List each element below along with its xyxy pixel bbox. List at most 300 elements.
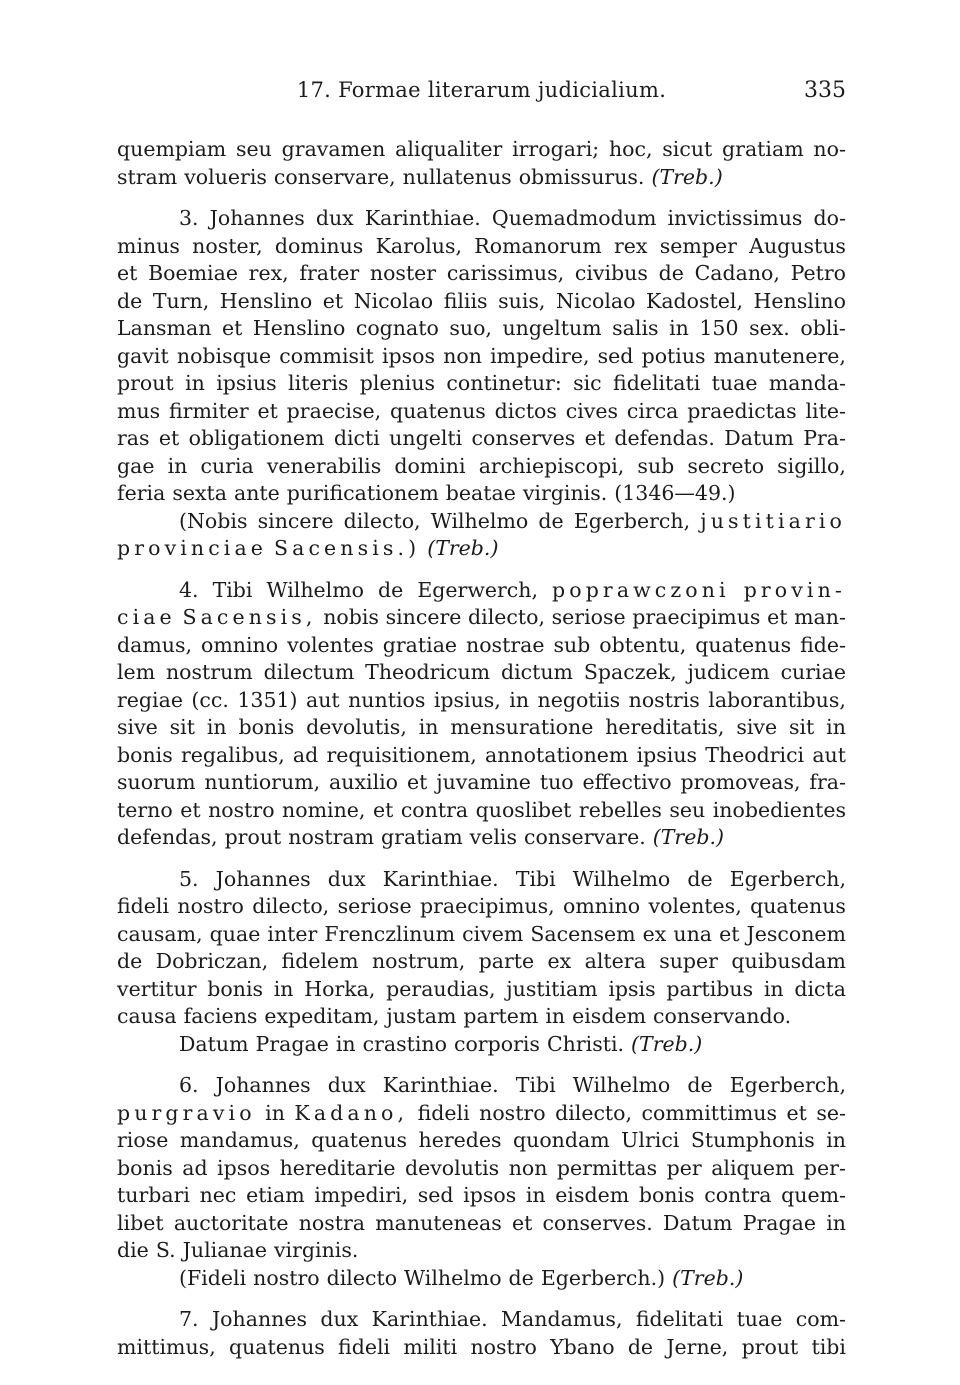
word: in xyxy=(509,687,530,712)
word: seu xyxy=(236,137,272,161)
word: filiis xyxy=(443,288,488,313)
word: continetur: xyxy=(446,371,562,395)
word: ad xyxy=(182,1155,208,1180)
paragraph xyxy=(117,205,846,563)
word: hoc, xyxy=(608,137,653,161)
word: per- xyxy=(803,1155,846,1180)
word: quempiam xyxy=(117,137,227,161)
word: Sacensis.) xyxy=(274,536,421,560)
running-title: 17. Formae literarum judicialium. xyxy=(296,78,667,102)
word: commisit xyxy=(279,343,374,368)
word: una xyxy=(673,921,713,946)
paragraph-gap xyxy=(117,563,846,577)
word: sigillo, xyxy=(777,453,846,478)
word: in xyxy=(826,715,846,739)
word: Turn, xyxy=(152,288,210,313)
word: ipsis xyxy=(608,976,656,1001)
text-line xyxy=(117,425,846,453)
word: archiepiscopi, xyxy=(478,453,625,478)
word: obligationem xyxy=(188,426,325,450)
word: sit xyxy=(788,715,815,739)
word: feria xyxy=(117,481,166,505)
word: bonis xyxy=(238,715,295,739)
word: do- xyxy=(813,206,846,230)
word: Pragae xyxy=(742,1210,816,1235)
document-body xyxy=(117,136,846,1361)
text-line xyxy=(117,1182,846,1210)
word: Christi. xyxy=(546,1031,625,1056)
word: contra xyxy=(704,1183,772,1207)
word: 5. xyxy=(179,866,199,891)
word: fide- xyxy=(800,632,846,657)
word: bonis xyxy=(207,976,264,1001)
word: (Treb.) xyxy=(631,1031,703,1056)
word: requisitionem, xyxy=(326,742,477,767)
text-line xyxy=(117,769,846,797)
word: (Treb.) xyxy=(651,164,723,189)
word: tuo xyxy=(539,770,574,794)
word: hereditarie xyxy=(279,1155,396,1180)
word: in xyxy=(525,1183,546,1207)
word: sive xyxy=(117,715,158,739)
word: et xyxy=(180,797,201,822)
paragraph xyxy=(117,1306,846,1361)
word: in xyxy=(265,1100,285,1125)
word: purificationem xyxy=(286,481,439,505)
word: tuae xyxy=(711,371,758,395)
text-line xyxy=(117,136,846,164)
word: Boemiae xyxy=(148,261,238,285)
word: de xyxy=(117,288,143,313)
word: in xyxy=(545,1004,566,1028)
word: Henslino xyxy=(753,288,846,313)
word: stram xyxy=(117,164,178,189)
word: corporis xyxy=(453,1031,540,1056)
word: sic xyxy=(573,371,602,395)
word: sub xyxy=(553,632,591,657)
word: fidelitati xyxy=(613,371,701,395)
word: Karinthiae. xyxy=(371,1307,488,1331)
word: quae xyxy=(209,921,261,946)
word: dilecto, xyxy=(555,1100,633,1125)
word: et xyxy=(406,770,428,794)
word: de xyxy=(687,1073,713,1097)
word: Johannes xyxy=(215,1073,311,1097)
word: virginis. xyxy=(273,1238,359,1262)
word: Johannes xyxy=(211,1307,307,1331)
word: mandamus, xyxy=(179,1128,300,1152)
word: Kadostel, xyxy=(646,288,743,313)
word: Tibi xyxy=(515,1073,556,1097)
word: nostra xyxy=(298,1210,366,1235)
word: in xyxy=(418,715,439,739)
word: lem xyxy=(117,660,156,684)
word: fideli xyxy=(417,1100,470,1125)
paragraph xyxy=(117,577,846,852)
word: dictum xyxy=(500,660,573,684)
word: (Fideli xyxy=(179,1265,247,1290)
word: sit xyxy=(169,715,195,739)
word: gae xyxy=(117,453,155,478)
word: peraudias, xyxy=(386,976,496,1001)
text-line xyxy=(117,604,846,632)
word: salis xyxy=(612,316,659,340)
paragraph-gap xyxy=(117,852,846,866)
word: prout xyxy=(117,371,174,395)
word: Karinthiae. xyxy=(382,1073,499,1097)
word: gratiam xyxy=(381,825,463,849)
word: 6. xyxy=(179,1073,199,1097)
word: praecipimus xyxy=(632,605,761,629)
word: nostrae xyxy=(466,632,545,657)
word: Ulrici xyxy=(621,1128,680,1152)
word: Wilhelmo xyxy=(404,1265,502,1290)
paragraph-gap xyxy=(117,1058,846,1072)
word: virginis. xyxy=(522,481,608,505)
word: secreto xyxy=(687,453,765,478)
word: sed xyxy=(417,1183,454,1207)
word: ciae xyxy=(117,605,176,629)
word: Johannes xyxy=(209,206,305,230)
word: non xyxy=(443,343,482,368)
text-line xyxy=(117,948,846,976)
word: ex xyxy=(642,921,667,946)
word: negotiis xyxy=(537,687,621,712)
word: in xyxy=(826,1128,846,1152)
word: conserves xyxy=(471,426,576,450)
word: quondam xyxy=(513,1128,610,1152)
word: circa xyxy=(626,398,679,423)
word: bonis xyxy=(117,742,173,767)
word: Tibi xyxy=(515,866,556,891)
word: omnino xyxy=(563,894,641,918)
word: firmiter xyxy=(169,398,249,423)
word: Cadano, xyxy=(694,261,780,285)
word: Jerne, xyxy=(666,1334,729,1359)
word: dictos xyxy=(494,398,557,423)
word: et xyxy=(767,605,788,629)
word: Julianae xyxy=(182,1238,267,1262)
word: Datum xyxy=(179,1031,249,1056)
word: Mandamus, xyxy=(501,1307,623,1331)
word: nostro xyxy=(253,1265,320,1290)
word: Egerberch, xyxy=(729,1073,846,1097)
word: nostrum, xyxy=(371,949,466,973)
text-line xyxy=(117,233,846,261)
word: omnino xyxy=(201,632,279,657)
word: Egerberch, xyxy=(573,508,691,533)
word: de xyxy=(687,866,713,891)
word: nobisque xyxy=(176,343,272,368)
word: turbari xyxy=(117,1183,190,1207)
word: damus, xyxy=(117,632,193,657)
word: (cc. xyxy=(191,687,229,712)
word: ungelti xyxy=(389,426,463,450)
word: quatenus xyxy=(311,1128,408,1152)
word: seriose xyxy=(551,605,626,629)
word: heredes xyxy=(418,1128,502,1152)
word: permittas xyxy=(556,1155,658,1180)
word: justam xyxy=(386,1004,457,1028)
word: fra- xyxy=(809,770,846,794)
word: suorum xyxy=(117,770,196,794)
word: justitiam xyxy=(506,976,598,1001)
word: minus xyxy=(117,233,180,258)
text-line xyxy=(117,164,846,192)
word: volueris xyxy=(184,164,267,189)
word: dilecto, xyxy=(343,508,421,533)
word: provinciae xyxy=(117,536,267,560)
text-line xyxy=(117,866,846,894)
word: conservare. xyxy=(524,825,646,849)
word: gratiae xyxy=(382,632,458,657)
word: conservare, xyxy=(273,164,396,189)
word: dilectum xyxy=(263,660,355,684)
word: prout xyxy=(224,825,282,849)
word: cives xyxy=(565,398,619,423)
word: partibus xyxy=(666,976,754,1001)
word: volentes, xyxy=(648,894,742,918)
word: seu xyxy=(669,797,706,822)
word: auctoritate xyxy=(173,1210,289,1235)
word: causa xyxy=(117,1004,177,1028)
word: impedire, xyxy=(490,343,590,368)
word: riose xyxy=(117,1128,169,1152)
word: Theodrici xyxy=(705,742,805,767)
word: in xyxy=(185,371,205,395)
text-line xyxy=(117,480,846,508)
word: 4. xyxy=(179,577,199,602)
text-line xyxy=(117,1210,846,1238)
word: sincere xyxy=(385,605,462,629)
word: Pragae xyxy=(255,1031,329,1056)
word: suis, xyxy=(498,288,546,313)
word: de xyxy=(117,949,143,973)
word: Sacensem xyxy=(530,921,636,946)
word: Ybano xyxy=(550,1334,615,1359)
text-line xyxy=(117,398,846,426)
word: velis xyxy=(469,825,518,849)
word: laborantibus, xyxy=(708,687,846,712)
word: mensuratione xyxy=(450,715,594,739)
word: militi xyxy=(403,1334,458,1359)
word: nullatenus xyxy=(402,164,512,189)
word: rex, xyxy=(248,261,289,285)
text-line xyxy=(117,1127,846,1155)
word: sive xyxy=(736,715,778,739)
text-line xyxy=(117,824,846,852)
word: rex xyxy=(613,233,648,258)
word: 150 xyxy=(699,316,739,340)
word: Spaczek, xyxy=(583,660,677,684)
word: dilecto xyxy=(326,1265,398,1290)
word: seriose xyxy=(337,894,412,918)
word: inter xyxy=(267,921,318,946)
word: libet xyxy=(117,1210,164,1235)
word: fideli xyxy=(117,894,170,918)
word: parte xyxy=(478,949,535,973)
word: ad xyxy=(292,742,319,767)
word: ungeltum xyxy=(502,316,602,340)
word: Datum xyxy=(662,1210,733,1235)
word: bonis xyxy=(638,1183,695,1207)
word: Karinthiae. xyxy=(382,866,499,891)
word: frater xyxy=(299,261,360,285)
text-line xyxy=(117,1237,846,1265)
word: nostro xyxy=(479,1100,546,1125)
text-line xyxy=(117,1265,846,1293)
text-line xyxy=(117,921,846,949)
text-line xyxy=(117,1334,846,1362)
word: sub xyxy=(637,453,675,478)
text-line xyxy=(117,687,846,715)
word: et xyxy=(158,426,180,450)
word: noster xyxy=(369,261,437,285)
word: dilecto, xyxy=(252,894,330,918)
word: semper xyxy=(659,233,737,258)
text-line xyxy=(117,1155,846,1183)
paragraph-gap xyxy=(117,1292,846,1306)
word: impediri, xyxy=(314,1183,409,1207)
word: Romanorum xyxy=(474,233,602,258)
word: partem xyxy=(463,1004,539,1028)
word: suo, xyxy=(449,316,492,340)
word: ex xyxy=(547,949,572,973)
word: defendas, xyxy=(117,825,218,849)
paragraph xyxy=(117,136,846,191)
word: dux xyxy=(327,1073,366,1097)
word: 1351) xyxy=(237,687,298,712)
word: sex. xyxy=(749,316,790,340)
word: quatenus xyxy=(228,1334,325,1359)
word: purgravio xyxy=(117,1100,256,1125)
word: obli- xyxy=(800,316,846,340)
text-line xyxy=(117,632,846,660)
word: Stumphonis xyxy=(690,1128,815,1152)
word: Kadano, xyxy=(294,1100,409,1125)
word: nostro xyxy=(177,894,244,918)
word: et xyxy=(719,921,740,946)
word: et xyxy=(786,1100,807,1125)
word: (Treb.) xyxy=(427,536,499,560)
word: bonis xyxy=(117,1155,173,1180)
word: defendas. xyxy=(614,426,715,450)
word: Theodricum xyxy=(365,660,491,684)
word: praedictas xyxy=(687,398,797,423)
word: tibi xyxy=(811,1334,846,1359)
word: in xyxy=(669,316,689,340)
word: fidelem xyxy=(281,949,359,973)
text-line xyxy=(117,577,846,605)
word: man- xyxy=(794,605,846,629)
word: S. xyxy=(155,1238,176,1262)
text-line xyxy=(117,315,846,343)
text-line xyxy=(117,260,846,288)
word: justitiario xyxy=(700,508,846,533)
word: in xyxy=(335,1031,356,1056)
word: curiae xyxy=(780,660,846,684)
word: noster, xyxy=(192,233,263,258)
word: de xyxy=(658,261,684,285)
word: juvamine xyxy=(436,770,531,794)
word: civibus xyxy=(574,261,648,285)
word: altera xyxy=(584,949,646,973)
word: ipsius xyxy=(636,742,698,767)
word: Johannes xyxy=(215,866,311,891)
word: irrogari; xyxy=(512,137,600,161)
word: nuntios xyxy=(348,687,426,712)
word: fideli xyxy=(338,1334,391,1359)
word: rebelles xyxy=(578,797,662,822)
word: domini xyxy=(394,453,466,478)
word: aliquem xyxy=(711,1155,795,1180)
word: conserves. xyxy=(542,1210,653,1235)
word: in xyxy=(206,715,227,739)
word: dux xyxy=(327,866,366,891)
word: Lansman xyxy=(117,316,212,340)
word: effectivo xyxy=(582,770,672,794)
word: plenius xyxy=(359,371,436,395)
word: quoslibet xyxy=(475,797,572,822)
word: beatae xyxy=(445,481,516,505)
word: super xyxy=(659,949,718,973)
word: Nicolao xyxy=(353,288,434,313)
page-number: 335 xyxy=(804,78,846,103)
word: gravamen xyxy=(281,137,386,161)
word: gratiam xyxy=(722,137,804,161)
word: terno xyxy=(117,797,173,822)
word: Petro xyxy=(790,261,846,285)
word: inobedientes xyxy=(712,797,846,822)
word: Wilhelmo xyxy=(266,577,365,602)
word: obtentu, xyxy=(599,632,687,657)
word: literis xyxy=(288,371,349,395)
word: Tibi xyxy=(212,577,253,602)
word: potius xyxy=(641,343,706,368)
word: etiam xyxy=(246,1183,305,1207)
word: sed xyxy=(597,343,634,368)
word: quatenus xyxy=(695,632,792,657)
word: dux xyxy=(320,1307,359,1331)
word: ipsos xyxy=(217,1155,271,1180)
word: dux xyxy=(315,206,354,230)
word: dicti xyxy=(333,426,380,450)
word: Karinthiae. xyxy=(364,206,481,230)
word: judicem xyxy=(687,660,770,684)
text-line xyxy=(117,742,846,770)
word: non xyxy=(508,1155,548,1180)
word: dicta xyxy=(794,976,846,1001)
word: committimus xyxy=(641,1100,777,1125)
text-line xyxy=(117,535,846,563)
word: mus xyxy=(117,398,161,423)
word: et xyxy=(117,261,138,285)
word: nostris xyxy=(628,687,700,712)
word: nostrum xyxy=(165,660,253,684)
word: Augustus xyxy=(749,233,846,258)
word: provin- xyxy=(743,577,846,602)
word: dominus xyxy=(274,233,364,258)
word: Datum xyxy=(724,426,794,450)
word: regiae xyxy=(117,687,183,712)
word: nuntiorum, xyxy=(204,770,321,794)
word: dilecto, xyxy=(468,605,545,629)
text-line xyxy=(117,659,846,687)
word: faciens xyxy=(183,1004,258,1028)
word: ipsos xyxy=(381,343,436,368)
word: nostro xyxy=(470,1334,537,1359)
word: ipsius xyxy=(216,371,277,395)
